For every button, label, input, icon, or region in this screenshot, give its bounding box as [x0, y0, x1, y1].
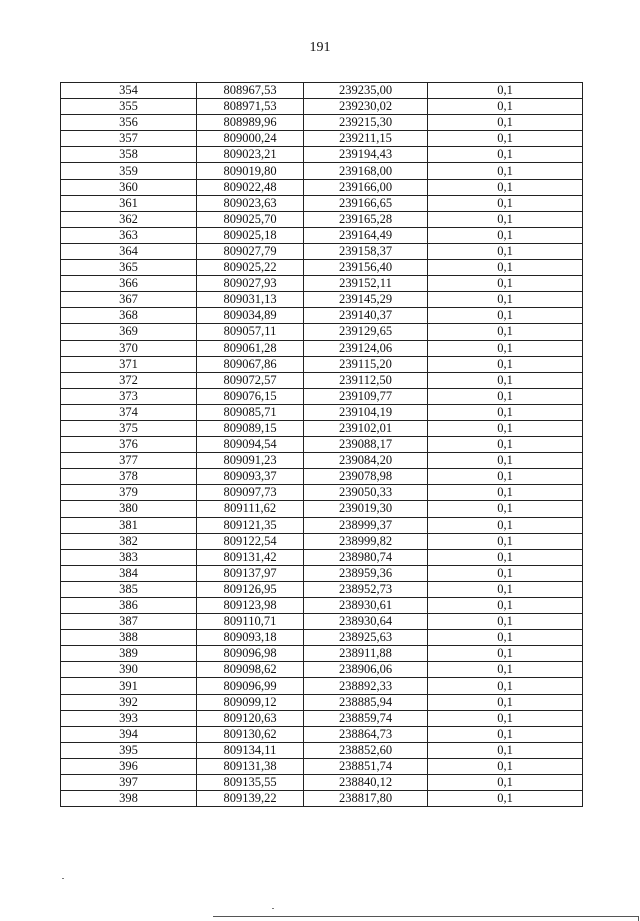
table-row — [61, 742, 583, 758]
table-row — [61, 662, 583, 678]
y-coordinate-cell: 238852,60 — [304, 742, 428, 758]
point-number-cell: 374 — [61, 404, 197, 420]
x-coordinate-cell: 809076,15 — [197, 388, 304, 404]
x-coordinate-cell: 809131,42 — [197, 549, 304, 565]
x-coordinate-cell: 809139,22 — [197, 791, 304, 807]
accuracy-cell: 0,1 — [428, 195, 583, 211]
accuracy-cell: 0,1 — [428, 630, 583, 646]
point-number-cell: 359 — [61, 163, 197, 179]
page-number: 191 — [309, 40, 331, 55]
y-coordinate-cell: 239166,00 — [304, 179, 428, 195]
x-coordinate-cell: 809099,12 — [197, 694, 304, 710]
point-number-cell: 376 — [61, 437, 197, 453]
table-row — [61, 726, 583, 742]
point-number-cell: 356 — [61, 115, 197, 131]
accuracy-cell: 0,1 — [428, 356, 583, 372]
y-coordinate-cell: 239084,20 — [304, 453, 428, 469]
x-coordinate-cell: 809034,89 — [197, 308, 304, 324]
table-row — [61, 83, 583, 99]
accuracy-cell: 0,1 — [428, 276, 583, 292]
x-coordinate-cell: 809061,28 — [197, 340, 304, 356]
x-coordinate-cell: 809126,95 — [197, 581, 304, 597]
accuracy-cell: 0,1 — [428, 340, 583, 356]
point-number-cell: 354 — [61, 83, 197, 99]
y-coordinate-cell: 239129,65 — [304, 324, 428, 340]
x-coordinate-cell: 809096,99 — [197, 678, 304, 694]
table-row — [61, 179, 583, 195]
accuracy-cell: 0,1 — [428, 437, 583, 453]
table-row — [61, 517, 583, 533]
y-coordinate-cell: 239211,15 — [304, 131, 428, 147]
point-number-cell: 364 — [61, 243, 197, 259]
x-coordinate-cell: 809000,24 — [197, 131, 304, 147]
point-number-cell: 361 — [61, 195, 197, 211]
accuracy-cell: 0,1 — [428, 99, 583, 115]
y-coordinate-cell: 238864,73 — [304, 726, 428, 742]
x-coordinate-cell: 809123,98 — [197, 598, 304, 614]
scan-speck — [62, 878, 64, 879]
x-coordinate-cell: 809111,62 — [197, 501, 304, 517]
accuracy-cell: 0,1 — [428, 517, 583, 533]
accuracy-cell: 0,1 — [428, 243, 583, 259]
y-coordinate-cell: 238980,74 — [304, 549, 428, 565]
y-coordinate-cell: 238859,74 — [304, 710, 428, 726]
accuracy-cell: 0,1 — [428, 260, 583, 276]
table-row — [61, 131, 583, 147]
x-coordinate-cell: 809121,35 — [197, 517, 304, 533]
y-coordinate-cell: 238999,37 — [304, 517, 428, 533]
table-row — [61, 99, 583, 115]
table-row — [61, 308, 583, 324]
accuracy-cell: 0,1 — [428, 710, 583, 726]
scan-edge — [213, 916, 639, 921]
y-coordinate-cell: 238892,33 — [304, 678, 428, 694]
table-row — [61, 678, 583, 694]
table-row — [61, 614, 583, 630]
y-coordinate-cell: 239102,01 — [304, 420, 428, 436]
table-row — [61, 227, 583, 243]
point-number-cell: 358 — [61, 147, 197, 163]
point-number-cell: 377 — [61, 453, 197, 469]
x-coordinate-cell: 809027,93 — [197, 276, 304, 292]
table-row — [61, 115, 583, 131]
y-coordinate-cell: 238999,82 — [304, 533, 428, 549]
point-number-cell: 396 — [61, 758, 197, 774]
accuracy-cell: 0,1 — [428, 678, 583, 694]
y-coordinate-cell: 239152,11 — [304, 276, 428, 292]
accuracy-cell: 0,1 — [428, 163, 583, 179]
x-coordinate-cell: 809023,63 — [197, 195, 304, 211]
table-row — [61, 404, 583, 420]
accuracy-cell: 0,1 — [428, 115, 583, 131]
point-number-cell: 357 — [61, 131, 197, 147]
y-coordinate-cell: 239050,33 — [304, 485, 428, 501]
scan-speck — [272, 908, 274, 909]
x-coordinate-cell: 809120,63 — [197, 710, 304, 726]
y-coordinate-cell: 239164,49 — [304, 227, 428, 243]
x-coordinate-cell: 809131,38 — [197, 758, 304, 774]
point-number-cell: 397 — [61, 775, 197, 791]
y-coordinate-cell: 239235,00 — [304, 83, 428, 99]
y-coordinate-cell: 238959,36 — [304, 565, 428, 581]
point-number-cell: 368 — [61, 308, 197, 324]
accuracy-cell: 0,1 — [428, 324, 583, 340]
y-coordinate-cell: 238906,06 — [304, 662, 428, 678]
table-row — [61, 791, 583, 807]
point-number-cell: 392 — [61, 694, 197, 710]
table-row — [61, 372, 583, 388]
x-coordinate-cell: 809094,54 — [197, 437, 304, 453]
point-number-cell: 378 — [61, 469, 197, 485]
table-row — [61, 565, 583, 581]
point-number-cell: 387 — [61, 614, 197, 630]
accuracy-cell: 0,1 — [428, 581, 583, 597]
table-row — [61, 646, 583, 662]
y-coordinate-cell: 238851,74 — [304, 758, 428, 774]
table-row — [61, 694, 583, 710]
x-coordinate-cell: 809019,80 — [197, 163, 304, 179]
accuracy-cell: 0,1 — [428, 791, 583, 807]
point-number-cell: 388 — [61, 630, 197, 646]
point-number-cell: 372 — [61, 372, 197, 388]
y-coordinate-cell: 239145,29 — [304, 292, 428, 308]
table-row — [61, 453, 583, 469]
y-coordinate-cell: 239194,43 — [304, 147, 428, 163]
coordinates-table-body — [61, 83, 583, 807]
y-coordinate-cell: 239078,98 — [304, 469, 428, 485]
table-row — [61, 163, 583, 179]
accuracy-cell: 0,1 — [428, 614, 583, 630]
point-number-cell: 370 — [61, 340, 197, 356]
accuracy-cell: 0,1 — [428, 179, 583, 195]
point-number-cell: 363 — [61, 227, 197, 243]
y-coordinate-cell: 239230,02 — [304, 99, 428, 115]
y-coordinate-cell: 239109,77 — [304, 388, 428, 404]
y-coordinate-cell: 238817,80 — [304, 791, 428, 807]
point-number-cell: 389 — [61, 646, 197, 662]
point-number-cell: 391 — [61, 678, 197, 694]
y-coordinate-cell: 239156,40 — [304, 260, 428, 276]
table-row — [61, 533, 583, 549]
point-number-cell: 384 — [61, 565, 197, 581]
y-coordinate-cell: 238925,63 — [304, 630, 428, 646]
table-row — [61, 775, 583, 791]
x-coordinate-cell: 809089,15 — [197, 420, 304, 436]
x-coordinate-cell: 809097,73 — [197, 485, 304, 501]
accuracy-cell: 0,1 — [428, 453, 583, 469]
accuracy-cell: 0,1 — [428, 758, 583, 774]
x-coordinate-cell: 809093,37 — [197, 469, 304, 485]
point-number-cell: 380 — [61, 501, 197, 517]
accuracy-cell: 0,1 — [428, 598, 583, 614]
x-coordinate-cell: 808971,53 — [197, 99, 304, 115]
y-coordinate-cell: 238911,88 — [304, 646, 428, 662]
accuracy-cell: 0,1 — [428, 211, 583, 227]
accuracy-cell: 0,1 — [428, 147, 583, 163]
point-number-cell: 386 — [61, 598, 197, 614]
accuracy-cell: 0,1 — [428, 131, 583, 147]
x-coordinate-cell: 809085,71 — [197, 404, 304, 420]
point-number-cell: 381 — [61, 517, 197, 533]
point-number-cell: 371 — [61, 356, 197, 372]
table-row — [61, 581, 583, 597]
point-number-cell: 375 — [61, 420, 197, 436]
y-coordinate-cell: 239158,37 — [304, 243, 428, 259]
accuracy-cell: 0,1 — [428, 662, 583, 678]
accuracy-cell: 0,1 — [428, 83, 583, 99]
table-row — [61, 340, 583, 356]
table-row — [61, 710, 583, 726]
table-row — [61, 356, 583, 372]
x-coordinate-cell: 809093,18 — [197, 630, 304, 646]
accuracy-cell: 0,1 — [428, 742, 583, 758]
point-number-cell: 360 — [61, 179, 197, 195]
table-row — [61, 211, 583, 227]
accuracy-cell: 0,1 — [428, 469, 583, 485]
y-coordinate-cell: 239166,65 — [304, 195, 428, 211]
accuracy-cell: 0,1 — [428, 694, 583, 710]
y-coordinate-cell: 239140,37 — [304, 308, 428, 324]
point-number-cell: 369 — [61, 324, 197, 340]
table-row — [61, 243, 583, 259]
table-row — [61, 469, 583, 485]
x-coordinate-cell: 809031,13 — [197, 292, 304, 308]
accuracy-cell: 0,1 — [428, 646, 583, 662]
x-coordinate-cell: 809137,97 — [197, 565, 304, 581]
x-coordinate-cell: 808989,96 — [197, 115, 304, 131]
accuracy-cell: 0,1 — [428, 404, 583, 420]
table-row — [61, 758, 583, 774]
table-row — [61, 195, 583, 211]
table-row — [61, 501, 583, 517]
x-coordinate-cell: 809027,79 — [197, 243, 304, 259]
y-coordinate-cell: 239168,00 — [304, 163, 428, 179]
accuracy-cell: 0,1 — [428, 726, 583, 742]
accuracy-cell: 0,1 — [428, 227, 583, 243]
point-number-cell: 390 — [61, 662, 197, 678]
point-number-cell: 398 — [61, 791, 197, 807]
x-coordinate-cell: 809091,23 — [197, 453, 304, 469]
y-coordinate-cell: 239215,30 — [304, 115, 428, 131]
table-row — [61, 388, 583, 404]
accuracy-cell: 0,1 — [428, 388, 583, 404]
x-coordinate-cell: 809122,54 — [197, 533, 304, 549]
x-coordinate-cell: 809057,11 — [197, 324, 304, 340]
table-row — [61, 260, 583, 276]
x-coordinate-cell: 809134,11 — [197, 742, 304, 758]
point-number-cell: 393 — [61, 710, 197, 726]
y-coordinate-cell: 239165,28 — [304, 211, 428, 227]
y-coordinate-cell: 239088,17 — [304, 437, 428, 453]
y-coordinate-cell: 238840,12 — [304, 775, 428, 791]
accuracy-cell: 0,1 — [428, 292, 583, 308]
point-number-cell: 385 — [61, 581, 197, 597]
table-row — [61, 292, 583, 308]
x-coordinate-cell: 809025,70 — [197, 211, 304, 227]
point-number-cell: 365 — [61, 260, 197, 276]
point-number-cell: 379 — [61, 485, 197, 501]
accuracy-cell: 0,1 — [428, 549, 583, 565]
accuracy-cell: 0,1 — [428, 308, 583, 324]
point-number-cell: 373 — [61, 388, 197, 404]
y-coordinate-cell: 239124,06 — [304, 340, 428, 356]
x-coordinate-cell: 809096,98 — [197, 646, 304, 662]
y-coordinate-cell: 239112,50 — [304, 372, 428, 388]
y-coordinate-cell: 238952,73 — [304, 581, 428, 597]
table-row — [61, 549, 583, 565]
point-number-cell: 366 — [61, 276, 197, 292]
accuracy-cell: 0,1 — [428, 533, 583, 549]
accuracy-cell: 0,1 — [428, 420, 583, 436]
x-coordinate-cell: 809025,18 — [197, 227, 304, 243]
accuracy-cell: 0,1 — [428, 372, 583, 388]
accuracy-cell: 0,1 — [428, 775, 583, 791]
table-row — [61, 598, 583, 614]
table-row — [61, 324, 583, 340]
x-coordinate-cell: 809025,22 — [197, 260, 304, 276]
accuracy-cell: 0,1 — [428, 485, 583, 501]
y-coordinate-cell: 239115,20 — [304, 356, 428, 372]
point-number-cell: 367 — [61, 292, 197, 308]
x-coordinate-cell: 809022,48 — [197, 179, 304, 195]
x-coordinate-cell: 809130,62 — [197, 726, 304, 742]
point-number-cell: 362 — [61, 211, 197, 227]
table-row — [61, 485, 583, 501]
y-coordinate-cell: 239104,19 — [304, 404, 428, 420]
accuracy-cell: 0,1 — [428, 565, 583, 581]
table-row — [61, 420, 583, 436]
x-coordinate-cell: 809110,71 — [197, 614, 304, 630]
x-coordinate-cell: 809135,55 — [197, 775, 304, 791]
table-row — [61, 437, 583, 453]
table-row — [61, 276, 583, 292]
y-coordinate-cell: 238930,61 — [304, 598, 428, 614]
point-number-cell: 395 — [61, 742, 197, 758]
y-coordinate-cell: 238930,64 — [304, 614, 428, 630]
x-coordinate-cell: 808967,53 — [197, 83, 304, 99]
point-number-cell: 382 — [61, 533, 197, 549]
accuracy-cell: 0,1 — [428, 501, 583, 517]
x-coordinate-cell: 809072,57 — [197, 372, 304, 388]
x-coordinate-cell: 809023,21 — [197, 147, 304, 163]
point-number-cell: 355 — [61, 99, 197, 115]
y-coordinate-cell: 239019,30 — [304, 501, 428, 517]
table-row — [61, 147, 583, 163]
point-number-cell: 383 — [61, 549, 197, 565]
y-coordinate-cell: 238885,94 — [304, 694, 428, 710]
point-number-cell: 394 — [61, 726, 197, 742]
table-row — [61, 630, 583, 646]
x-coordinate-cell: 809098,62 — [197, 662, 304, 678]
x-coordinate-cell: 809067,86 — [197, 356, 304, 372]
coordinates-table — [60, 82, 583, 807]
